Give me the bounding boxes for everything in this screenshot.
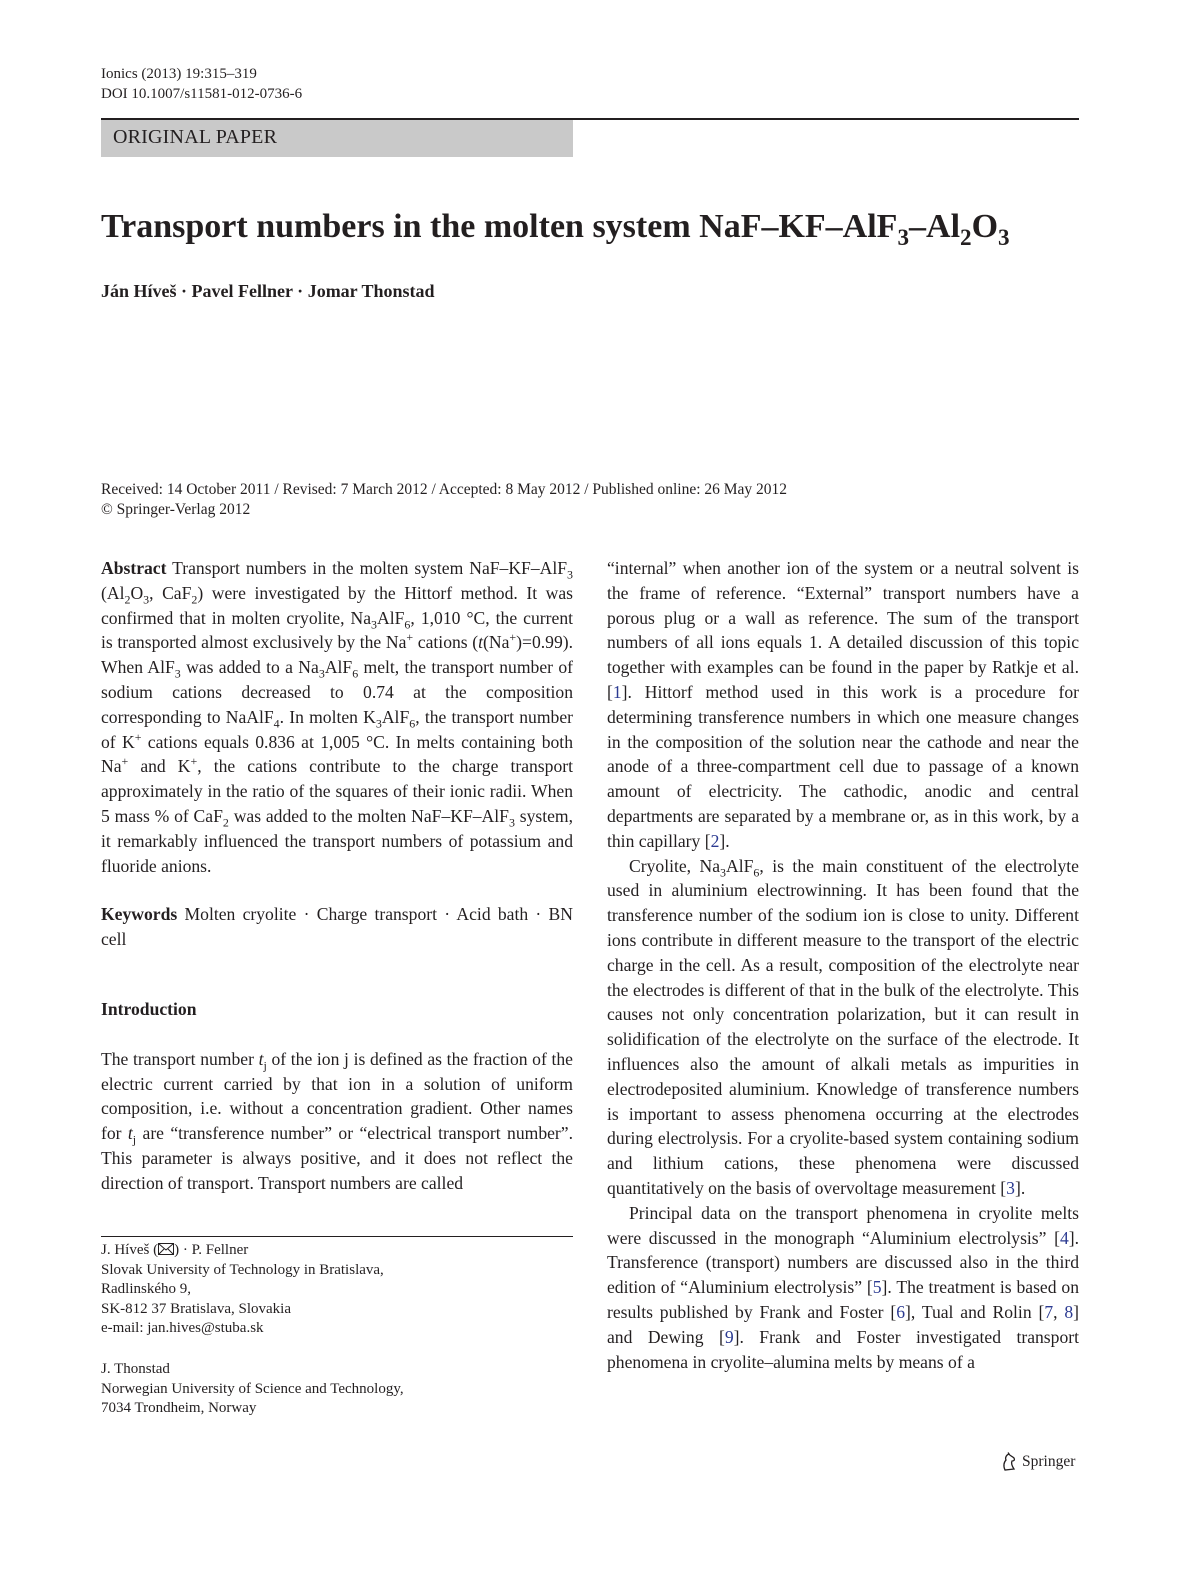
author-name: Jomar Thonstad [307,281,435,301]
copyright-line: © Springer-Verlag 2012 [101,500,251,518]
left-column [101,556,573,1196]
dates-line: Received: 14 October 2011 / Revised: 7 March 2012 / Accepted: 8 May 2012 / Published online: 26 May 2012 [101,481,788,498]
citation-link[interactable]: 8 [1064,1301,1074,1322]
journal-citation: Ionics (2013) 19:315–319 [101,66,257,82]
citation-link[interactable]: 6 [896,1301,906,1322]
journal-header [101,64,302,104]
citation-link[interactable]: 9 [724,1326,734,1347]
citation-link[interactable]: 2 [710,830,720,851]
journal-doi: DOI 10.1007/s11581-012-0736-6 [101,86,303,102]
publication-dates [101,480,787,519]
keywords: Keywords Molten cryolite · Charge transport · Acid bath · BN cell [101,904,573,950]
citation-link[interactable]: 5 [872,1277,882,1298]
abstract: Abstract Transport numbers in the molten system NaF–KF–AlF$_3$ ($Al_2O_3$, CaF$_2$) were investigated by the Hittorf method. It was confirmed that in molten cryolite, $Na_3AlF_6$, 1,010 °C, the current is transported almost exclusively by the Na+ cations (t(Na+)=0.99). When AlF$_3$ was added to a $Na_3AlF_6$ melt, the transport number of sodium cations decreased to 0.74 at the composition corresponding to NaAlF$_4$. In molten $K_3AlF_6$, the transport number of K+ cations equals 0.836 at 1,005 °C. In melts containing both Na+ and K+, the cations contribute to the charge transport approximately in the ratio of the squares of their ionic radii. When 5 mass % of CaF$_2$ was added to the molten NaF–KF–AlF$_3$ system, it remarkably influenced the transport numbers of potassium and fluoride anions. [101,558,574,876]
author-separator: · [176,281,192,301]
publisher-logo [1000,1452,1075,1472]
section-heading-introduction: Introduction [101,998,197,1019]
citation-link[interactable]: 1 [612,681,622,702]
body-paragraph: Principal data on the transport phenomena in cryolite melts were discussed in the monograph “Aluminium electrolysis” [4]. Transference (transport) numbers are discussed also in the third edition of “Aluminium electrolysis” [5]. The treatment is based on results published by Frank and Foster [6], Tual and Rolin [7, 8] and Dewing [9]. Frank and Foster investigated transport phenomena in cryolite–alumina melts by means of a [607,1202,1079,1372]
paper-title: Transport numbers in the molten system NaF–$KF-AlF_3-Al_2O_3$ [101,208,1010,251]
right-column [607,556,1079,1374]
citation-link[interactable]: 3 [1006,1177,1015,1198]
footnote-rule [101,1236,573,1237]
intro-paragraph: The transport number $t_j$ of the ion j is defined as the fraction of the electric current carried by that ion in a solution of uniform composition, i.e. without a concentration gradient. Other names for $t_j$ are “transference number” or “electrical transport number”. This parameter is always positive, and it does not reflect the direction of transport. Transport numbers are called [101,1048,573,1193]
citation-link[interactable]: 4 [1059,1227,1069,1248]
paper-type-banner [101,120,573,157]
envelope-icon[interactable] [158,1243,174,1255]
author-list [101,281,435,302]
author-separator: · [292,281,308,301]
abstract-label: Abstract [101,558,167,578]
author-email[interactable]: e-mail: jan.hives@stuba.sk [101,1320,264,1337]
author-name: Ján Híveš [101,281,177,301]
paper-type-label: ORIGINAL PAPER [113,126,278,148]
body-paragraph: Cryolite, $Na_3AlF_6$, is the main constituent of the electrolyte used in aluminium electrowinning. It has been found that the transference number of the sodium ion is close to unity. Different ions contribute in different measure to the transport of the electric charge in the cell. As a result, composition of the electrolyte near the electrodes is different of that in the bulk of the electrolyte. This causes not only concentration polarization, but it can result in solidification of the electrolyte on the surface of the electrode. It influences also the amount of alkali metals as impurities in electrodeposited aluminium. Knowledge of transference numbers is important to assess phenomena occurring at the electrodes during electrolysis. For a cryolite-based system containing sodium and lithium cations, these phenomena were discussed quantitatively on the basis of overvoltage measurement [3]. [607,855,1079,1198]
publisher-name: Springer [1022,1453,1076,1470]
keywords-label: Keywords [101,904,178,925]
citation-link[interactable]: 7 [1044,1301,1054,1322]
affiliation-footnote: J. Thonstad Norwegian University of Science and Technology, 7034 Trondheim, Norway [101,1361,404,1417]
author-name: Pavel Fellner [191,281,293,301]
springer-horse-logo-icon [1000,1452,1018,1472]
body-paragraph: “internal” when another ion of the system or a neutral solvent is the frame of reference. “External” transport numbers have a porous plug or a wall as reference. The sum of the transport numbers of all ions equals 1. A detailed discussion of this topic together with examples can be found in the paper by Ratkje et al. [1]. Hittorf method used in this work is a procedure for determining transference numbers in which one measure changes in the composition of the solution near the cathode and near the anode of a three-compartment cell due to passage of a known amount of electricity. The cathodic, anodic and central departments are separated by a membrane or, as in this work, by a thin capillary [2]. [607,558,1079,851]
affiliation-footnote: J. Híveš ( ) · P. Fellner Slovak University of Technology in Bratislava, Radlinského 9, SK-812 37 Bratislava, Slovakia e-mail: jan.hives@stuba.sk [101,1241,573,1339]
